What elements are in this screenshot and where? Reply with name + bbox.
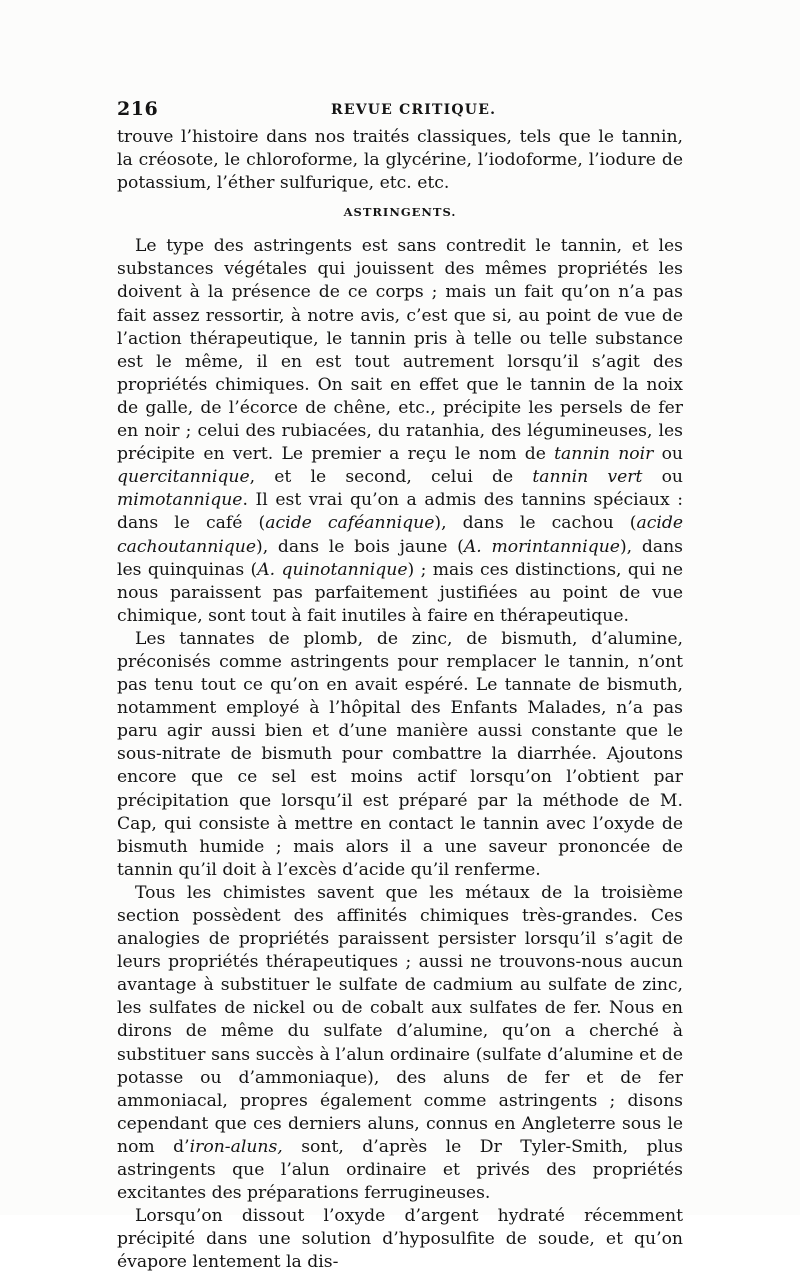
italic-term: mimotannique: [117, 490, 243, 511]
italic-term: quercitannique: [117, 467, 250, 488]
text-run: Le type des astringents est sans contredit le tannin, et les substances végétales qui jouissent des mêmes propriétés les doivent à la présence de ce corps ; mais un fait qu’on n’a pas fait assez ressortir, à notre avis, c’est que si, au point de vue de l’action thérapeutique, le tannin pris à telle ou telle substance est le même, il en est tout autrement lorsqu’il s’agit des propriétés chimiques. On sait en effet que le tannin de la noix de galle, de l’écorce de chêne, etc., précipite les persels de fer en noir ; celui des rubiacées, du ratanhia, des légumineuses, les précipite en vert. Le premier a reçu le nom de: [117, 236, 683, 465]
italic-term: iron-aluns,: [189, 1136, 283, 1157]
italic-term: A. morintannique: [463, 536, 620, 557]
italic-term: A. quinotannique: [257, 559, 408, 580]
italic-term: acide caféannique: [265, 513, 435, 534]
running-title: REVUE CRITIQUE.: [331, 102, 497, 118]
text-run: ), dans les quinquinas (: [117, 536, 683, 580]
italic-term: acide cachoutannique: [117, 513, 684, 557]
paragraph-tannates: Les tannates de plomb, de zinc, de bismuth, d’alumine, préconisés comme astringents pour remplacer le tannin, n’ont pas tenu tout ce qu’on en avait espéré. Le tannate de bismuth, notamment employé à l’hôpital des Enfants Malades, n’a pas paru agir aussi bien et d’une manière aussi constante que le sous-nitrate de bismuth pour combattre la diarrhée. Ajoutons encore que ce sel est moins actif lorsqu’on l’obtient par précipitation que lorsqu’il est préparé par la méthode de M. Cap, qui consiste à mettre en contact le tannin avec l’oxyde de bismuth humide ; mais alors il a une saveur prononcée de tannin qu’il doit à l’excès d’acide qu’il renferme.: [117, 628, 683, 880]
text-run: ), dans le bois jaune (: [256, 536, 464, 557]
text-run: Tous les chimistes savent que les métaux de la troisième section possèdent des affinités chimiques très-grandes. Ces analogies de propriétés paraissent persister lorsqu’il s’agit de leurs propriétés thérapeutiques ; aussi ne trouvons-nous aucun avantage à substituer le sulfate de cadmium au sulfate de zinc, les sulfates de nickel ou de cobalt aux sulfates de fer. Nous en dirons de même du sulfate d’alumine, qu’on a cherché à substituer sans succès à l’alun ordinaire (sulfate d’alumine et de potasse ou d’ammoniaque), des aluns de fer et de fer ammoniacal, propres également comme astringents ; disons cependant que ces derniers aluns, connus en Angleterre sous le nom d’: [117, 882, 683, 1157]
paragraph-metals: [117, 882, 683, 1205]
text-run: . Il est vrai qu’on a admis des tannins spéciaux : dans le café (: [117, 490, 683, 534]
paragraph-silver-oxide: Lorsqu’on dissout l’oxyde d’argent hydraté récemment précipité dans une solution d’hyposulfite de soude, et qu’on évapore lentement la dis-: [117, 1206, 683, 1273]
section-title: ASTRINGENTS.: [343, 205, 457, 220]
italic-term: tannin vert: [532, 467, 643, 488]
page-number: 216: [117, 98, 159, 120]
text-run: ou: [642, 467, 683, 488]
italic-term: tannin noir: [554, 444, 654, 465]
page-header: [117, 98, 683, 128]
text-run: ou: [653, 444, 683, 465]
text-run: ) ; mais ces distinctions, qui ne nous paraissent pas parfaitement justifiées au point de vue chimique, sont tout à fait inutiles à faire en thérapeutique.: [117, 559, 684, 626]
body-text: [117, 126, 683, 1275]
paragraph-astringents-type: [117, 235, 683, 628]
text-run: , et le second, celui de: [249, 467, 533, 488]
text-run: ), dans le cachou (: [434, 513, 637, 534]
paragraph-continued: trouve l’histoire dans nos traités classiques, tels que le tannin, la créosote, le chloroforme, la glycérine, l’iodoforme, l’iodure de potassium, l’éther sulfurique, etc. etc.: [117, 127, 683, 194]
text-run: sont, d’après le Dr Tyler-Smith, plus astringents que l’alun ordinaire et privés des propriétés excitantes des préparations ferrugineuses.: [117, 1136, 683, 1204]
